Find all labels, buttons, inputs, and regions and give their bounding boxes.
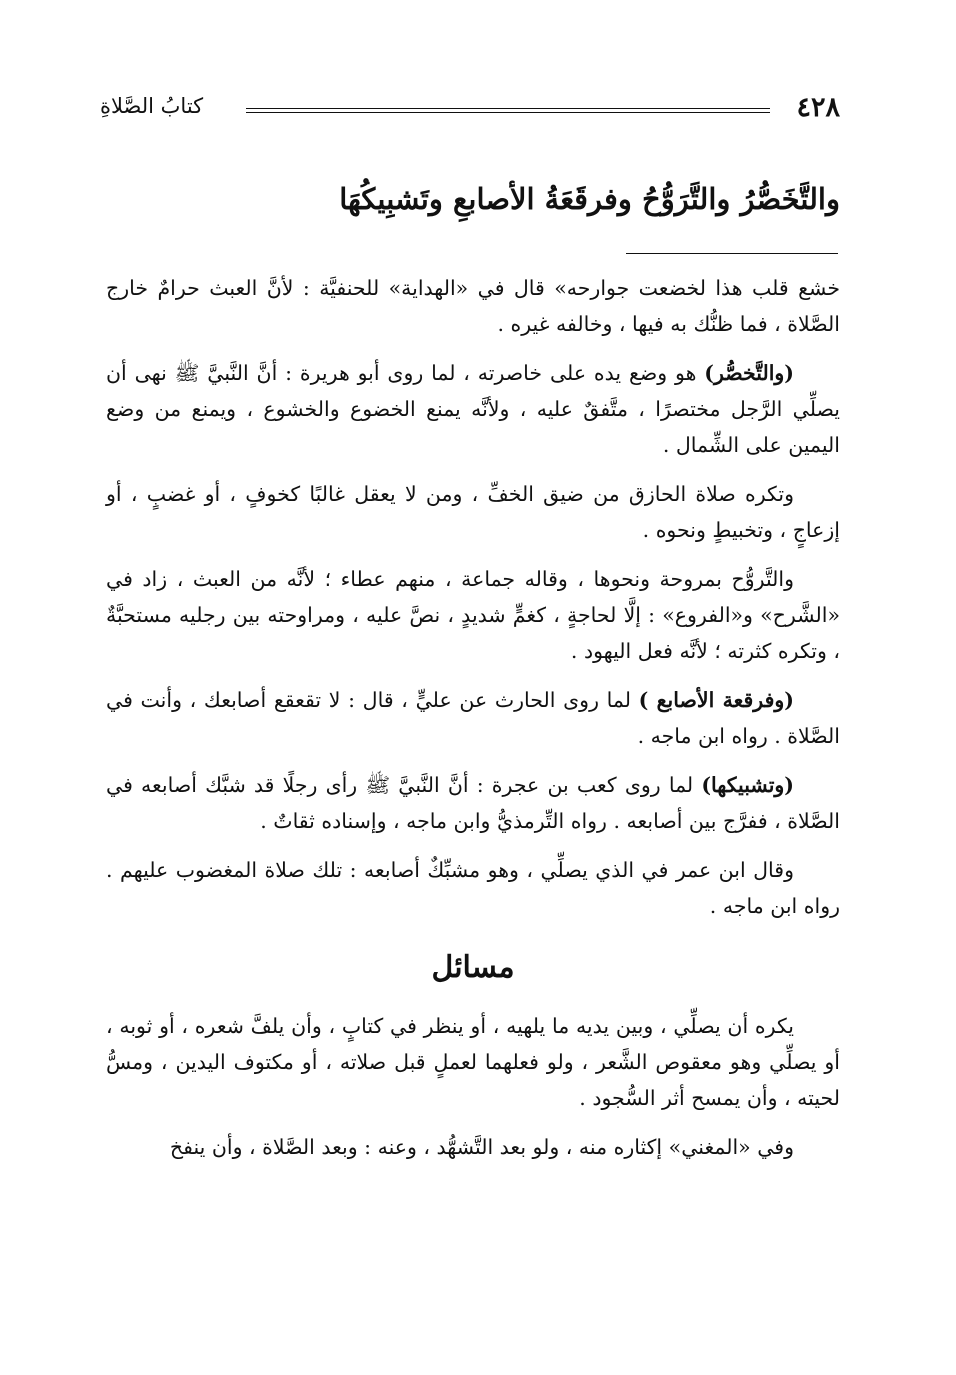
paragraph-text: هو وضع يده على خاصرته ، لما روى أبو هريرة : أنَّ النَّبيَّ ﷺ نهى أن يصلِّي الرَّجل مختصرًا ، متَّفقٌ عليه ، ولأنَّه يمنع الخضوع والخشوع ، ويمنع من وضع اليمين على الشِّمال . xyxy=(106,361,840,457)
page-body xyxy=(106,270,840,1178)
page-header xyxy=(100,92,840,132)
paragraph-text: وتكره صلاة الحازق من ضيق الخفِّ ، ومن لا يعقل غالبًا كخوفٍ ، أو غضبٍ ، أو إزعاجٍ ، وتخبيطٍ ونحوه . xyxy=(106,482,840,542)
paragraph-text: والتَّروُّح بمروحة ونحوها ، وقاله جماعة ، منهم عطاء ؛ لأنَّه من العبث ، زاد في «الشَّرح» و«الفروع» : إلَّا لحاجةٍ ، كغمٍّ شديدٍ ، نصَّ عليه ، ومراوحته بين رجليه مستحبَّةٌ ، وتكره كثرته ؛ لأنَّه فعل اليهود . xyxy=(106,567,840,663)
paragraph-4 xyxy=(106,561,840,669)
paragraph-text: يكره أن يصلِّي ، وبين يديه ما يلهيه ، أو ينظر في كتابٍ ، وأن يلفَّ شعره ، أو ثوبه ، أو يصلِّي وهو معقوص الشَّعر ، ولو فعلهما لعملٍ قبل صلاته ، أو مكتوف اليدين ، ومسُّ لحيته ، وأن يمسح أثر السُّجود . xyxy=(106,1014,840,1110)
paragraph-term: (وتشبيكها) xyxy=(701,773,794,797)
paragraph-2 xyxy=(106,355,840,463)
header-rule xyxy=(246,108,770,113)
paragraph-5 xyxy=(106,682,840,754)
paragraph-6 xyxy=(106,767,840,839)
heading-rule xyxy=(626,253,838,254)
section-paragraph-1 xyxy=(106,1008,840,1116)
paragraph-1 xyxy=(106,270,840,342)
paragraph-text: خشع قلب هذا لخضعت جوارحه» قال في «الهداية» للحنفيَّة : لأنَّ العبث حرامٌ خارج الصَّلاة ، فما ظنُّك به فيها ، وخالفه غيره . xyxy=(106,276,840,336)
paragraph-text: لما روى الحارث عن عليٍّ ، قال : لا تقعقع أصابعك ، وأنت في الصَّلاة . رواه ابن ماجه . xyxy=(106,688,840,748)
paragraph-text: وفي «المغني» إكثاره منه ، ولو بعد التَّشهُّد ، وعنه : وبعد الصَّلاة ، وأن ينفخ xyxy=(169,1135,794,1159)
section-heading: مسائل xyxy=(431,950,515,985)
chapter-heading: والتَّخَصُّرُ والتَّرَوُّحُ وفرقَعَةُ الأصابعِ وتَشبِيكُهَا xyxy=(339,182,840,216)
paragraph-3 xyxy=(106,476,840,548)
page-number: ٤٢٨ xyxy=(796,92,840,123)
paragraph-text: لما روى كعب بن عجرة : أنَّ النَّبيَّ ﷺ رأى رجلًا قد شبَّك أصابعه في الصَّلاة ، ففرَّج بين أصابعه . رواه التِّرمذيُّ وابن ماجه ، وإسناده ثقاتٌ . xyxy=(106,773,840,833)
paragraph-term: (وفرقعة الأصابع ) xyxy=(638,688,794,712)
paragraph-term: (والتَّخصُّر) xyxy=(704,361,794,385)
running-title: كتابُ الصَّلاةِ xyxy=(100,94,204,118)
section-paragraph-2 xyxy=(106,1129,840,1165)
paragraph-text: وقال ابن عمر في الذي يصلِّي ، وهو مشبِّكٌ أصابعه : تلك صلاة المغضوب عليهم . رواه ابن ماجه . xyxy=(106,858,840,918)
paragraph-7 xyxy=(106,852,840,924)
